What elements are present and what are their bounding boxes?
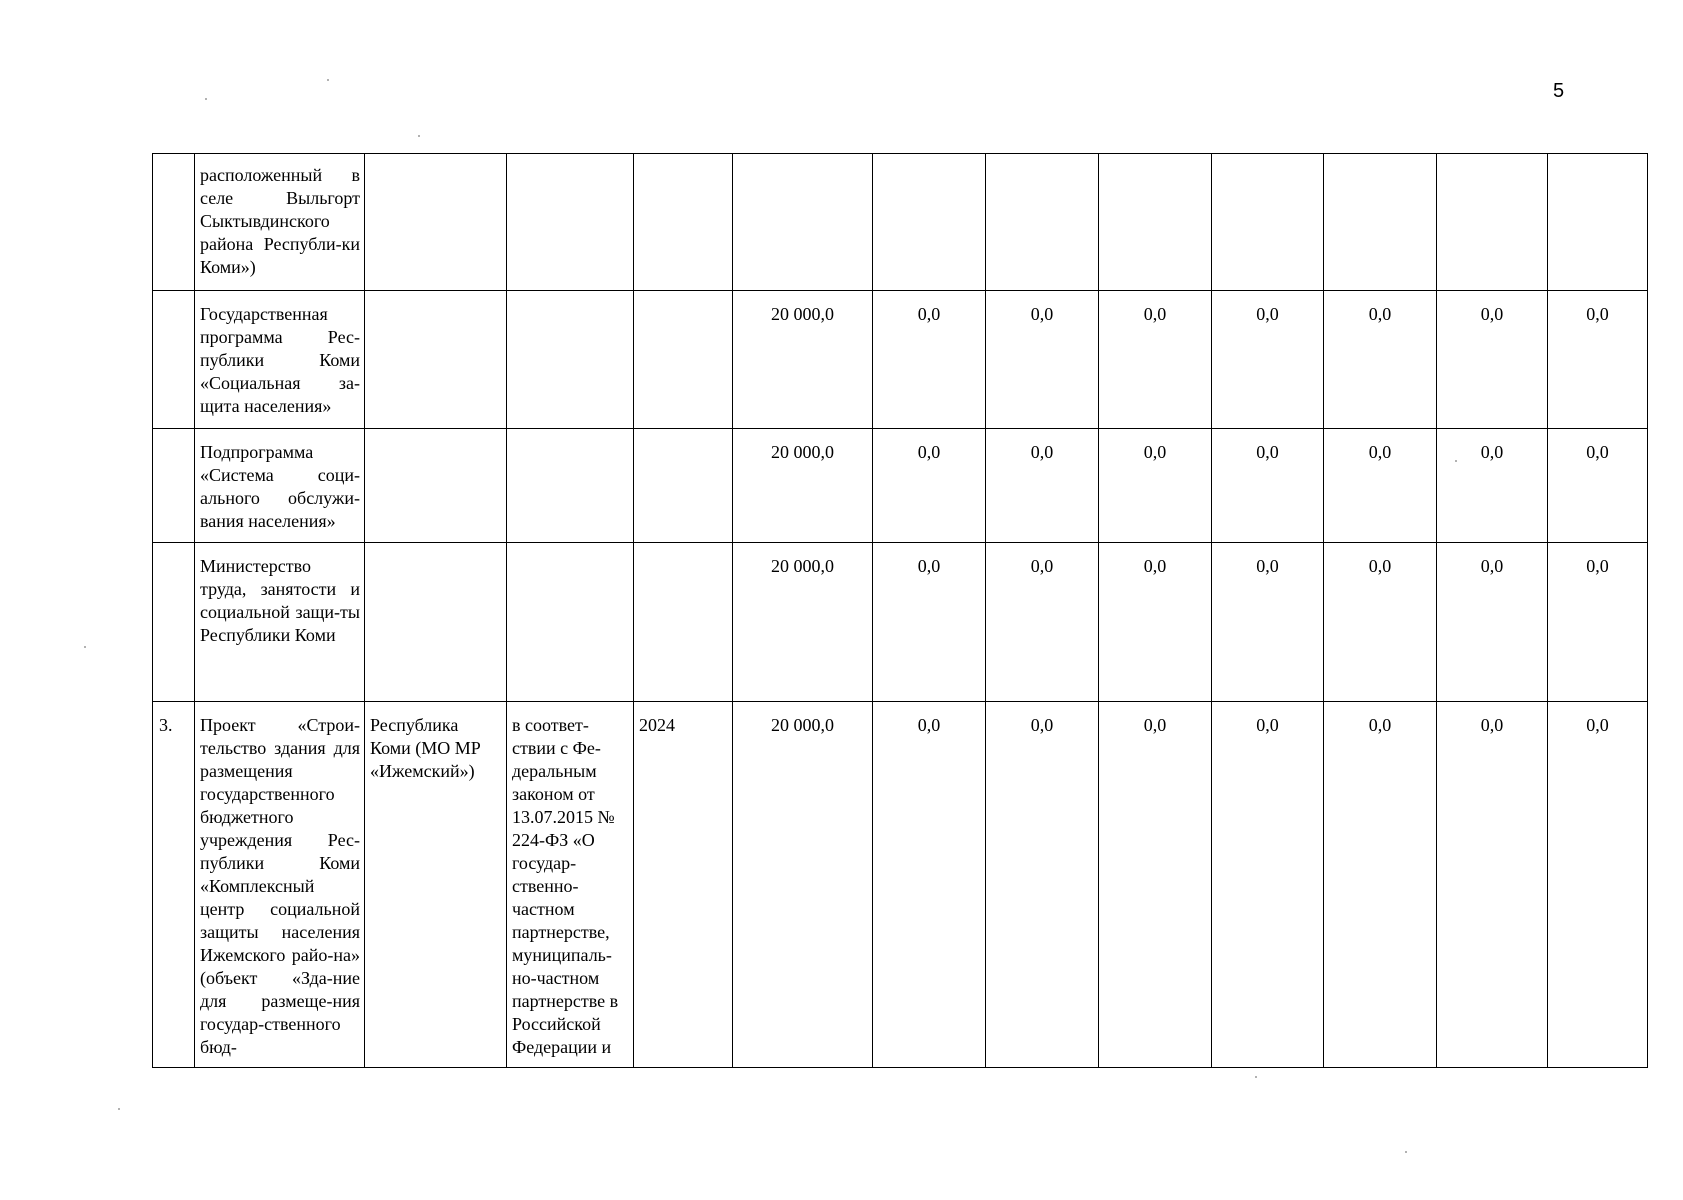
row-year	[634, 429, 733, 543]
funding-value	[1324, 154, 1437, 291]
funding-value	[1099, 154, 1212, 291]
page-number: 5	[1553, 80, 1565, 102]
row-index	[153, 429, 195, 543]
row-name: Министерство труда, занятости и социальной защи-ты Республики Коми	[195, 543, 365, 702]
funding-value: 0,0	[1437, 702, 1548, 1068]
funding-value: 0,0	[1212, 543, 1324, 702]
table-row	[153, 543, 1648, 702]
table-row	[153, 429, 1648, 543]
funding-value: 0,0	[1548, 543, 1648, 702]
row-basis: в соответ-ствии с Фе-деральным законом от 13.07.2015 № 224-ФЗ «О государ-ственно-частном партнерстве, муниципаль-но-частном партнерстве в Российской Федерации и	[507, 702, 634, 1068]
row-basis	[507, 291, 634, 429]
funding-value: 0,0	[1324, 291, 1437, 429]
funding-value	[733, 154, 873, 291]
row-territory	[365, 543, 507, 702]
funding-value	[986, 154, 1099, 291]
row-territory: Республика Коми (МО МР «Ижемский»)	[365, 702, 507, 1068]
funding-value	[1437, 154, 1548, 291]
table-row	[153, 291, 1648, 429]
funding-value: 20 000,0	[733, 429, 873, 543]
funding-value: 0,0	[1099, 291, 1212, 429]
funding-value: 0,0	[1099, 429, 1212, 543]
funding-value: 0,0	[1324, 702, 1437, 1068]
row-index	[153, 154, 195, 291]
funding-value: 0,0	[873, 543, 986, 702]
funding-value: 0,0	[1212, 702, 1324, 1068]
funding-value: 20 000,0	[733, 291, 873, 429]
funding-value	[873, 154, 986, 291]
funding-value: 0,0	[1212, 291, 1324, 429]
funding-value: 20 000,0	[733, 543, 873, 702]
funding-value: 0,0	[986, 543, 1099, 702]
funding-value: 0,0	[873, 702, 986, 1068]
funding-value: 0,0	[1548, 702, 1648, 1068]
funding-value	[1212, 154, 1324, 291]
funding-value: 0,0	[1324, 543, 1437, 702]
funding-value: 0,0	[1099, 543, 1212, 702]
funding-value: 0,0	[986, 702, 1099, 1068]
row-name: расположенный в селе Выльгорт Сыктывдинского района Республи-ки Коми»)	[195, 154, 365, 291]
funding-value: 0,0	[873, 291, 986, 429]
funding-table	[152, 153, 1648, 1068]
row-name: Подпрограмма «Система соци-ального обслужи-вания населения»	[195, 429, 365, 543]
row-year: 2024	[634, 702, 733, 1068]
row-name: Государственная программа Рес-публики Коми «Социальная за-щита населения»	[195, 291, 365, 429]
funding-value: 0,0	[986, 291, 1099, 429]
row-territory	[365, 291, 507, 429]
row-index	[153, 543, 195, 702]
funding-value: 0,0	[1437, 291, 1548, 429]
funding-value: 20 000,0	[733, 702, 873, 1068]
row-name: Проект «Строи-тельство здания для размещения государственного бюджетного учреждения Рес-публики Коми «Комплексный центр социальной защиты населения Ижемского райо-на» (объект «Зда-ние для размеще-ния государ-ственного бюд-	[195, 702, 365, 1068]
funding-value: 0,0	[986, 429, 1099, 543]
funding-value: 0,0	[1437, 429, 1548, 543]
row-index	[153, 291, 195, 429]
row-year	[634, 154, 733, 291]
row-basis	[507, 543, 634, 702]
row-year	[634, 543, 733, 702]
funding-value: 0,0	[1324, 429, 1437, 543]
row-territory	[365, 154, 507, 291]
row-territory	[365, 429, 507, 543]
row-basis	[507, 429, 634, 543]
funding-value: 0,0	[1437, 543, 1548, 702]
row-basis	[507, 154, 634, 291]
funding-value	[1548, 154, 1648, 291]
funding-value: 0,0	[1212, 429, 1324, 543]
funding-value: 0,0	[873, 429, 986, 543]
funding-value: 0,0	[1099, 702, 1212, 1068]
row-year	[634, 291, 733, 429]
row-index: 3.	[153, 702, 195, 1068]
funding-value: 0,0	[1548, 429, 1648, 543]
funding-value: 0,0	[1548, 291, 1648, 429]
table-row	[153, 702, 1648, 1068]
table-row	[153, 154, 1648, 291]
